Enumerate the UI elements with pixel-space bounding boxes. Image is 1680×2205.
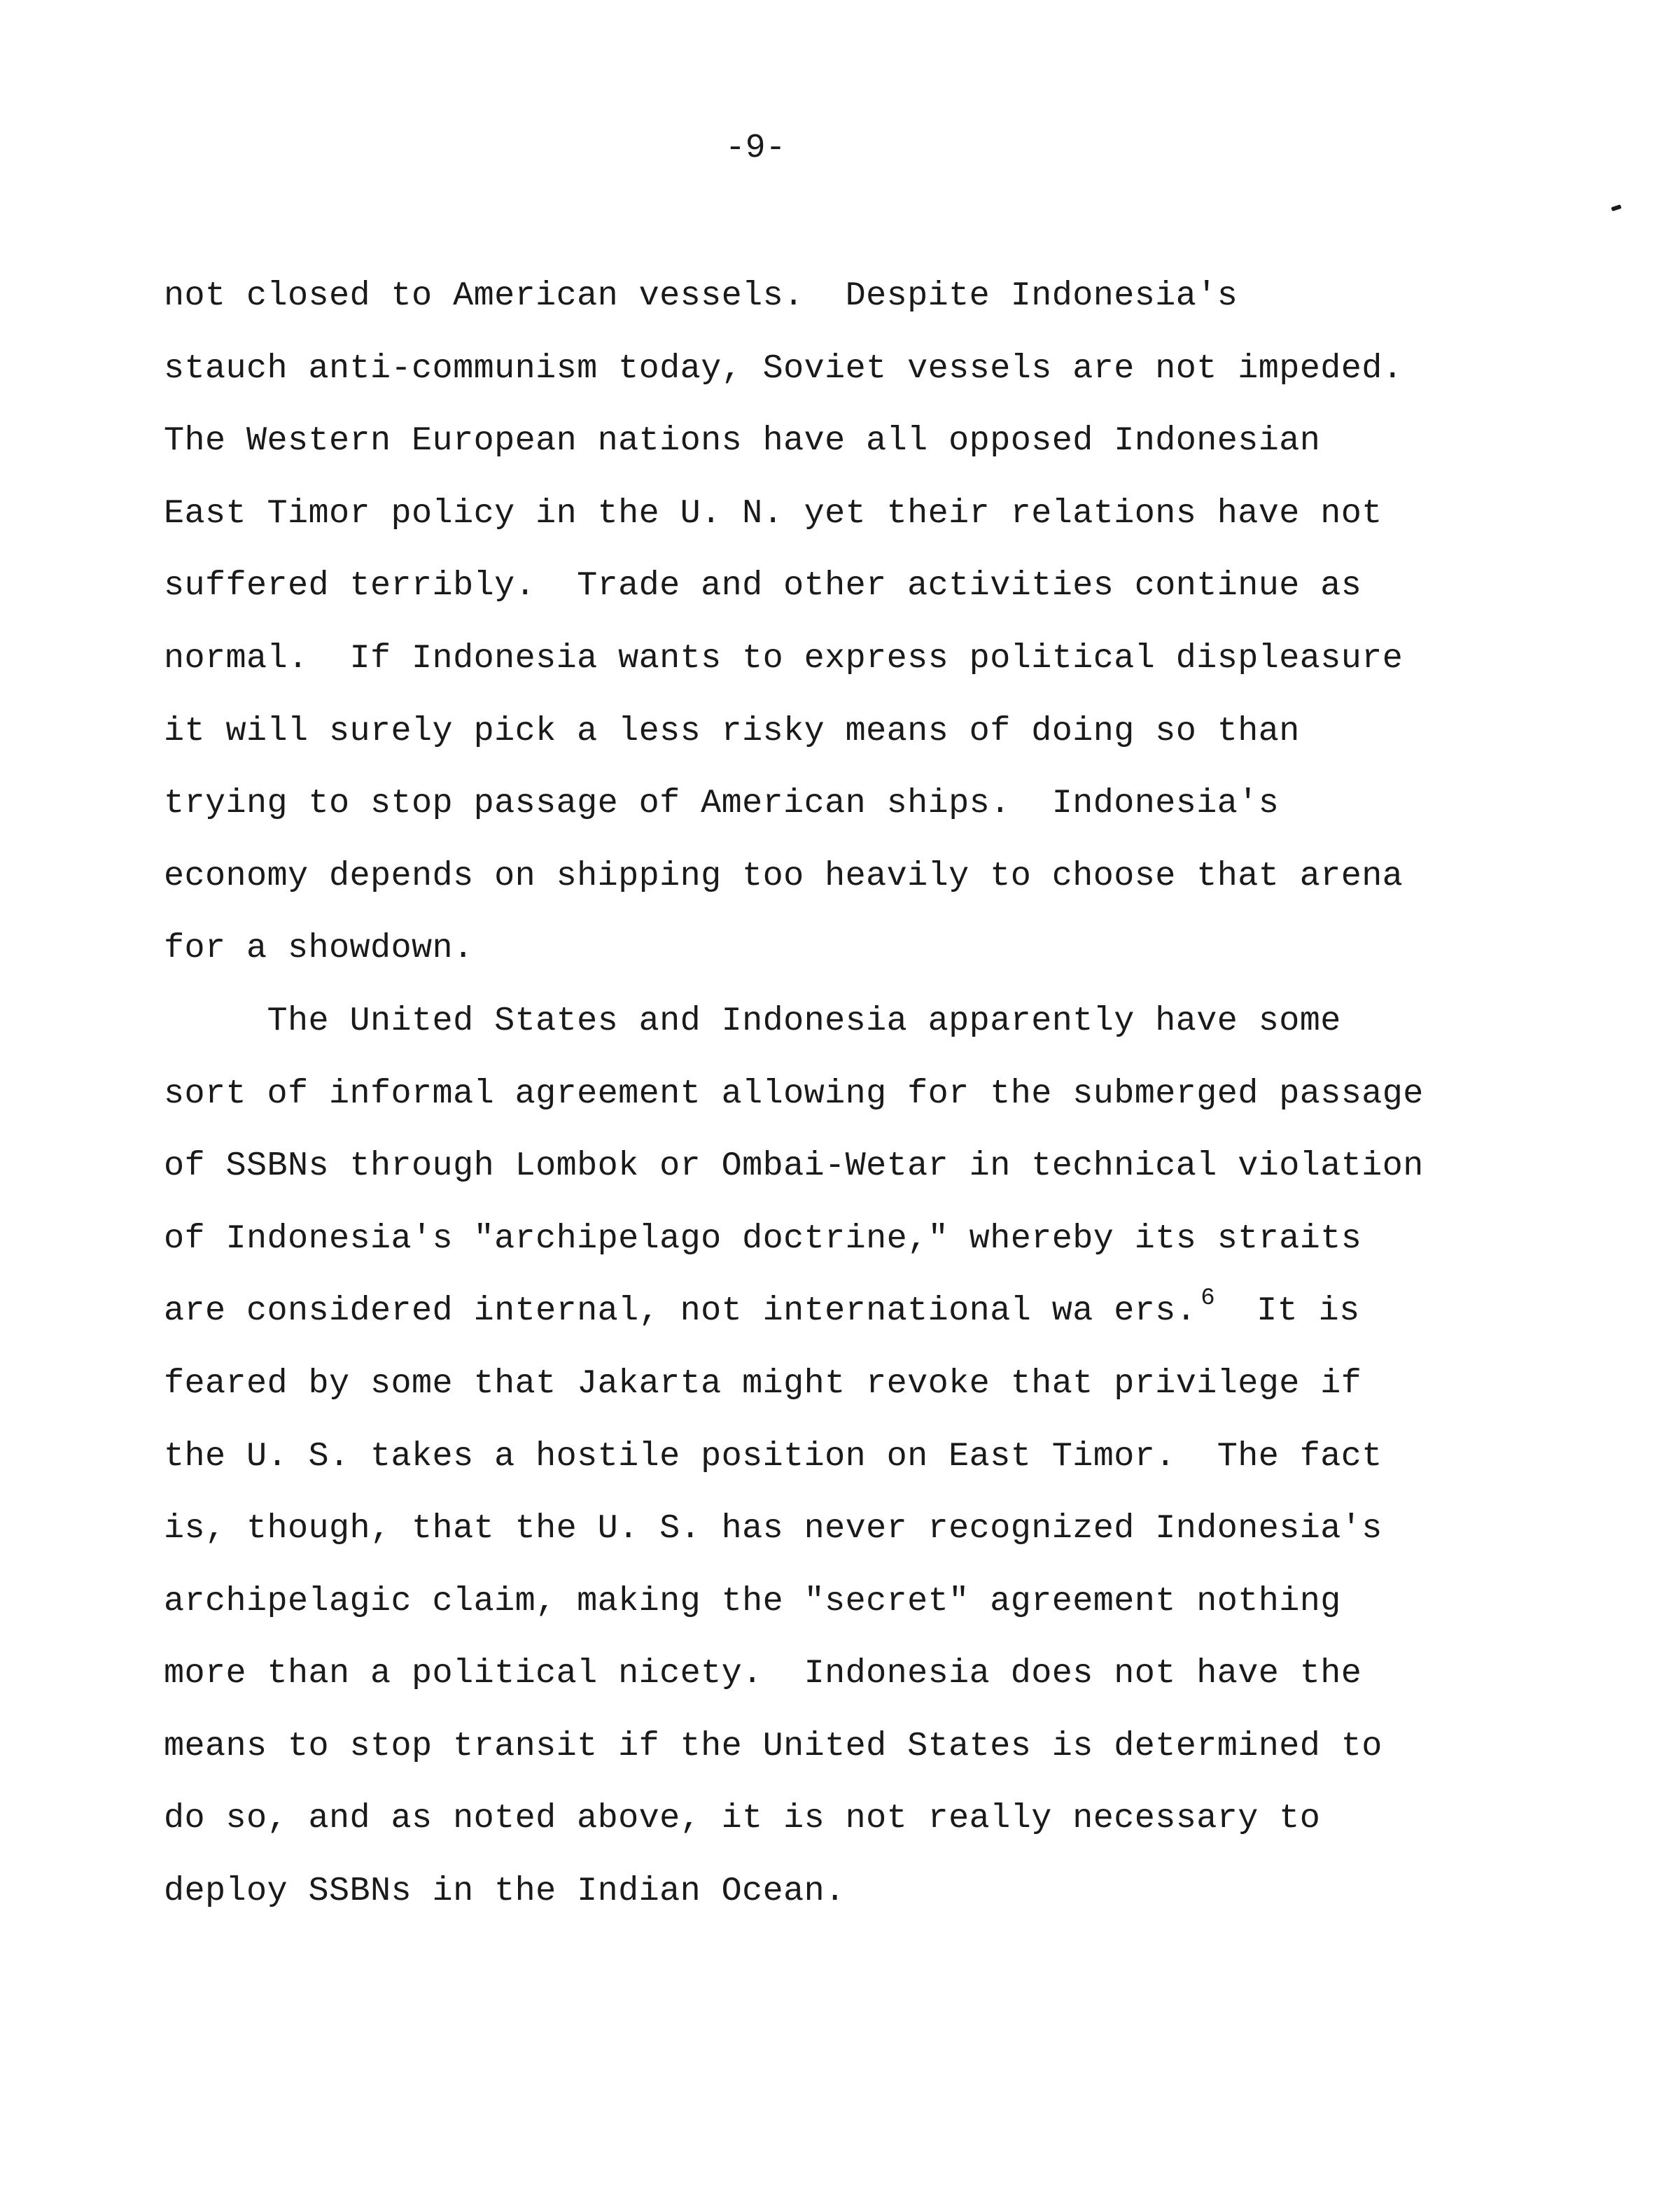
text-line: sort of informal agreement allowing for the submerged passage <box>164 1074 1424 1113</box>
text-line: for a showdown. <box>164 929 474 968</box>
text-line: it will surely pick a less risky means of doing so than <box>164 711 1300 750</box>
line-text: are considered internal, not international wa ers. <box>164 1292 1197 1331</box>
page-number: -9- <box>725 130 786 167</box>
text-line: suffered terribly. Trade and other activities continue as <box>164 566 1362 606</box>
text-line-with-footnote <box>164 1285 1508 1364</box>
text-line: trying to stop passage of American ships. Indonesia's <box>164 784 1280 823</box>
body-text <box>164 276 1508 1945</box>
footnote-ref: 6 <box>1200 1285 1216 1312</box>
text-line: of Indonesia's "archipelago doctrine," whereby its straits <box>164 1219 1362 1258</box>
text-line: East Timor policy in the U. N. yet their relations have not <box>164 493 1382 533</box>
text-line: The Western European nations have all opposed Indonesian <box>164 421 1321 461</box>
text-line: stauch anti-communism today, Soviet vessels are not impeded. <box>164 349 1404 388</box>
text-line: more than a political nicety. Indonesia does not have the <box>164 1654 1362 1693</box>
text-line: not closed to American vessels. Despite Indonesia's <box>164 276 1238 315</box>
text-line: feared by some that Jakarta might revoke that privilege if <box>164 1364 1362 1403</box>
text-line: The United States and Indonesia apparently have some <box>164 1001 1341 1040</box>
text-line: economy depends on shipping too heavily to choose that arena <box>164 856 1404 895</box>
text-line: normal. If Indonesia wants to express political displeasure <box>164 638 1404 678</box>
text-line: means to stop transit if the United States is determined to <box>164 1726 1382 1765</box>
margin-mark <box>1611 204 1621 211</box>
text-line: the U. S. takes a hostile position on East Timor. The fact <box>164 1436 1382 1476</box>
text-line: is, though, that the U. S. has never recognized Indonesia's <box>164 1509 1382 1548</box>
line-tail: It is <box>1256 1292 1360 1331</box>
text-line: archipelagic claim, making the "secret" agreement nothing <box>164 1581 1341 1620</box>
text-line: do so, and as noted above, it is not really necessary to <box>164 1799 1321 1838</box>
text-line: deploy SSBNs in the Indian Ocean. <box>164 1872 846 1911</box>
text-line: of SSBNs through Lombok or Ombai-Wetar in technical violation <box>164 1147 1424 1186</box>
